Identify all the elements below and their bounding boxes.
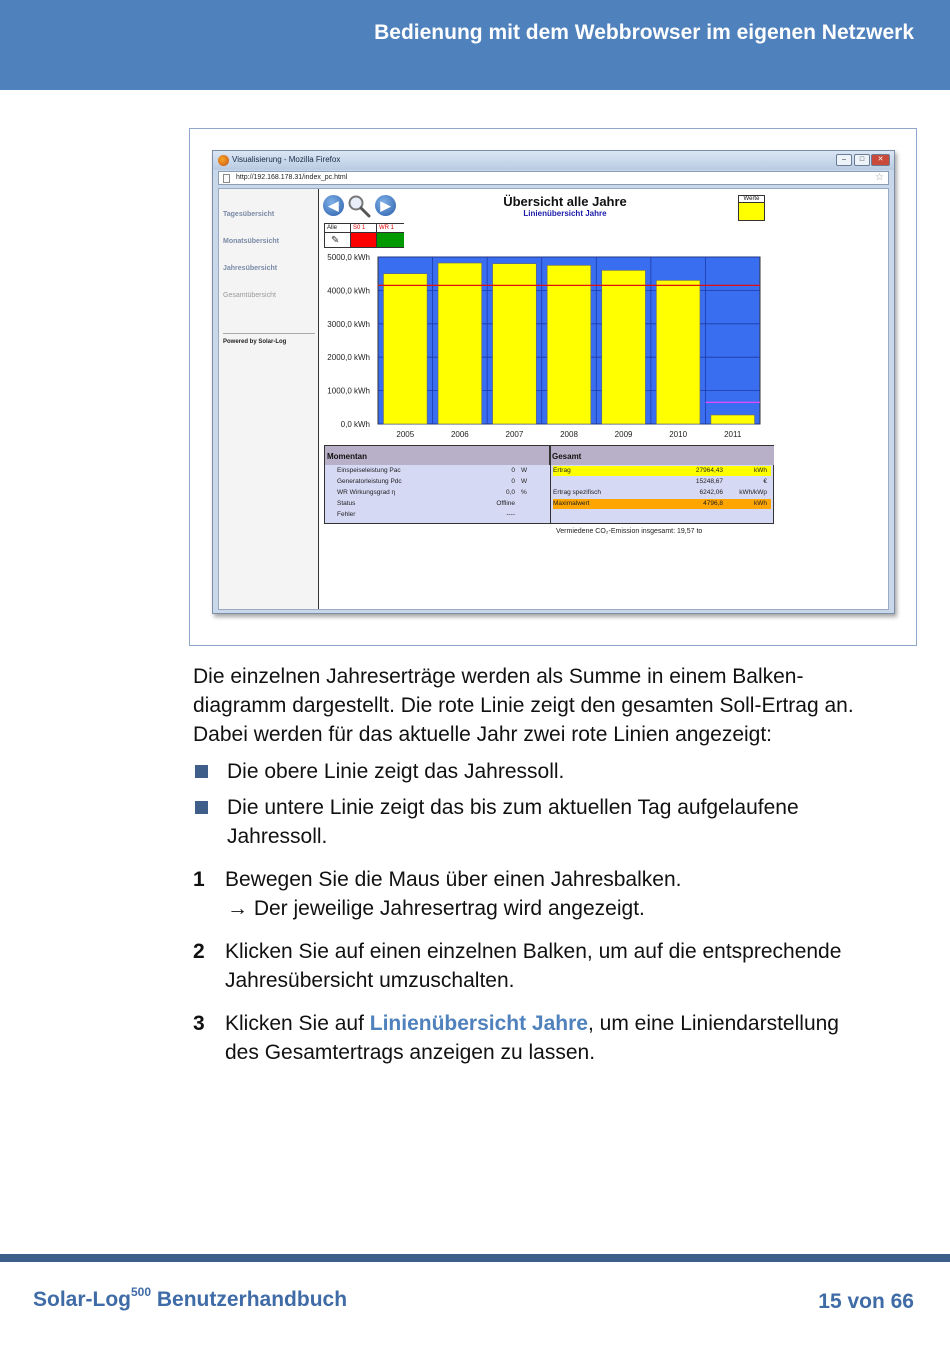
momentan-row bbox=[337, 499, 543, 509]
momentan-label: Status bbox=[337, 500, 356, 507]
gesamt-row bbox=[553, 466, 771, 476]
footer-product-name: Solar-Log bbox=[33, 1288, 131, 1311]
momentan-value: ---- bbox=[506, 511, 515, 518]
header-title: Bedienung mit dem Webbrowser im eigenen Netzwerk bbox=[374, 21, 914, 44]
step-result: → Der jeweilige Jahresertrag wird angezeigt. bbox=[227, 897, 645, 920]
step-number: 2 bbox=[193, 940, 205, 963]
momentan-value: 0 bbox=[511, 467, 515, 474]
maximize-button[interactable]: □ bbox=[854, 154, 870, 166]
momentan-unit: W bbox=[521, 467, 528, 474]
info-divider bbox=[550, 446, 551, 523]
gesamt-title: Gesamt bbox=[552, 452, 582, 461]
gesamt-unit: kWh/kWp bbox=[739, 489, 767, 496]
x-tick-label: 2010 bbox=[669, 430, 688, 439]
gesamt-value: 27964,43 bbox=[695, 467, 723, 474]
sidebar-divider bbox=[223, 333, 315, 334]
page-number: 15 von 66 bbox=[818, 1290, 914, 1313]
momentan-header bbox=[325, 446, 550, 465]
footer-product bbox=[33, 1285, 348, 1312]
gesamt-row bbox=[553, 488, 771, 498]
series-s01-label: S0 1 bbox=[351, 224, 376, 233]
y-tick-label: 3000,0 kWh bbox=[327, 319, 370, 329]
y-tick-label: 1000,0 kWh bbox=[327, 386, 370, 396]
page-header bbox=[0, 0, 950, 90]
step-text: Klicken Sie auf einen einzelnen Balken, um auf die entsprechende bbox=[225, 940, 842, 963]
chart-title: Übersicht alle Jahre bbox=[503, 194, 627, 209]
gesamt-value: 15248,67 bbox=[695, 478, 723, 485]
momentan-label: Generatorleistung Pdc bbox=[337, 478, 402, 485]
gesamt-unit: kWh bbox=[754, 500, 767, 507]
momentan-value: Offline bbox=[496, 500, 515, 507]
y-tick-label: 4000,0 kWh bbox=[327, 286, 370, 296]
x-tick-label: 2007 bbox=[505, 430, 524, 439]
intro-line: Die einzelnen Jahreserträge werden als Summe in einem Balken- bbox=[193, 665, 804, 688]
bar[interactable] bbox=[438, 263, 482, 424]
x-tick-label: 2006 bbox=[450, 430, 469, 439]
bullet-text: Die obere Linie zeigt das Jahressoll. bbox=[227, 760, 565, 783]
gesamt-row bbox=[553, 499, 771, 509]
gesamt-value: 4796,8 bbox=[703, 500, 723, 507]
x-tick-label: 2008 bbox=[560, 430, 578, 439]
y-tick-label: 2000,0 kWh bbox=[327, 353, 370, 363]
sidebar-link-tagesuebersicht[interactable]: Tagesübersicht bbox=[223, 211, 275, 218]
intro-line: diagramm dargestellt. Die rote Linie zeigt den gesamten Soll-Ertrag an. bbox=[193, 694, 854, 717]
gesamt-value: 6242,06 bbox=[699, 489, 723, 496]
co2-emission: Vermiedene CO₂-Emission insgesamt: 19,57 to bbox=[556, 528, 703, 535]
werte-toggle[interactable] bbox=[738, 195, 765, 221]
gesamt-header bbox=[550, 446, 774, 465]
bullet-text: Jahressoll. bbox=[227, 825, 328, 848]
y-tick-label: 5000,0 kWh bbox=[327, 253, 370, 262]
forward-arrow-icon[interactable]: ▶ bbox=[375, 195, 396, 216]
browser-window bbox=[212, 150, 895, 614]
momentan-row bbox=[337, 466, 543, 476]
series-s01[interactable] bbox=[351, 224, 377, 247]
momentan-unit: % bbox=[521, 489, 527, 496]
footer-rule bbox=[0, 1254, 950, 1262]
momentan-value: 0 bbox=[511, 478, 515, 485]
browser-titlebar bbox=[213, 151, 894, 170]
chart-content bbox=[320, 189, 888, 609]
step-text bbox=[225, 1009, 839, 1038]
gesamt-row bbox=[553, 477, 771, 487]
step-number: 1 bbox=[193, 868, 205, 891]
linienuebersicht-link[interactable]: Linienübersicht Jahre bbox=[369, 1012, 588, 1035]
address-bar[interactable] bbox=[218, 171, 889, 185]
momentan-title: Momentan bbox=[327, 452, 367, 461]
gesamt-unit: € bbox=[763, 478, 767, 485]
momentan-row bbox=[337, 510, 543, 520]
werte-label: Werte bbox=[739, 196, 764, 203]
series-selector bbox=[324, 223, 404, 248]
window-title: Visualisierung - Mozilla Firefox bbox=[232, 155, 341, 164]
footer-product-suffix: Benutzerhandbuch bbox=[151, 1288, 348, 1311]
bar[interactable] bbox=[383, 274, 427, 424]
firefox-icon bbox=[218, 155, 229, 166]
step-text: Jahresübersicht umzuschalten. bbox=[225, 969, 515, 992]
chart-subtitle-link[interactable]: Linienübersicht Jahre bbox=[523, 209, 607, 218]
x-tick-label: 2009 bbox=[614, 430, 633, 439]
series-alle[interactable] bbox=[325, 224, 351, 247]
step-text-post: , um eine Liniendarstellung bbox=[587, 1012, 839, 1035]
series-wr1[interactable] bbox=[377, 224, 404, 247]
series-wr1-label: WR 1 bbox=[377, 224, 404, 233]
step-text: Bewegen Sie die Maus über einen Jahresbalken. bbox=[225, 868, 682, 891]
gesamt-label: Ertrag spezifisch bbox=[553, 489, 602, 496]
bar-chart bbox=[320, 249, 770, 445]
bar[interactable] bbox=[711, 415, 755, 424]
gesamt-label: Maximalwert bbox=[553, 500, 590, 507]
browser-viewport bbox=[218, 188, 889, 610]
sidebar-link-monatsuebersicht[interactable]: Monatsübersicht bbox=[223, 238, 280, 245]
momentan-label: WR Wirkungsgrad η bbox=[337, 489, 396, 496]
bullet-marker bbox=[195, 801, 208, 814]
step-text-pre: Klicken Sie auf bbox=[225, 1012, 370, 1035]
page-icon bbox=[223, 174, 230, 183]
url-text[interactable]: http://192.168.178.31/index_pc.html bbox=[236, 174, 348, 181]
bar[interactable] bbox=[602, 270, 646, 424]
minimize-button[interactable]: – bbox=[836, 154, 852, 166]
momentan-label: Einspeiseleistung Pac bbox=[337, 467, 401, 474]
series-alle-label: Alle bbox=[325, 224, 350, 233]
close-button[interactable]: ✕ bbox=[871, 154, 890, 166]
momentan-row bbox=[337, 488, 543, 498]
back-arrow-icon[interactable]: ◀ bbox=[323, 195, 344, 216]
bookmark-star-icon[interactable]: ☆ bbox=[875, 172, 884, 183]
momentan-row bbox=[337, 477, 543, 487]
info-table bbox=[324, 445, 774, 524]
footer-superscript: 500 bbox=[131, 1285, 152, 1299]
step-number: 3 bbox=[193, 1012, 205, 1035]
sidebar-link-gesamtuebersicht[interactable]: Gesamtübersicht bbox=[223, 292, 276, 299]
momentan-value: 0,0 bbox=[505, 489, 515, 496]
bullet-text: Die untere Linie zeigt das bis zum aktuellen Tag aufgelaufene bbox=[227, 796, 799, 819]
bar[interactable] bbox=[547, 265, 591, 424]
bar[interactable] bbox=[656, 280, 700, 424]
y-tick-label: 0,0 kWh bbox=[340, 420, 370, 429]
step-text: des Gesamtertrags anzeigen zu lassen. bbox=[225, 1041, 596, 1064]
gesamt-label: Ertrag bbox=[553, 467, 571, 474]
sidebar bbox=[219, 189, 319, 609]
x-tick-label: 2011 bbox=[724, 430, 742, 439]
gesamt-unit: kWh bbox=[754, 467, 767, 474]
intro-line: Dabei werden für das aktuelle Jahr zwei rote Linien angezeigt: bbox=[193, 723, 773, 746]
x-tick-label: 2005 bbox=[396, 430, 415, 439]
pen-icon: ✎ bbox=[331, 235, 340, 246]
momentan-unit: W bbox=[521, 478, 528, 485]
powered-by: Powered by Solar-Log bbox=[223, 339, 287, 345]
bar[interactable] bbox=[493, 264, 537, 424]
screenshot-frame bbox=[189, 128, 917, 646]
momentan-label: Fehler bbox=[337, 511, 356, 518]
bullet-marker bbox=[195, 765, 208, 778]
sidebar-link-jahresuebersicht[interactable]: Jahresübersicht bbox=[223, 265, 278, 272]
